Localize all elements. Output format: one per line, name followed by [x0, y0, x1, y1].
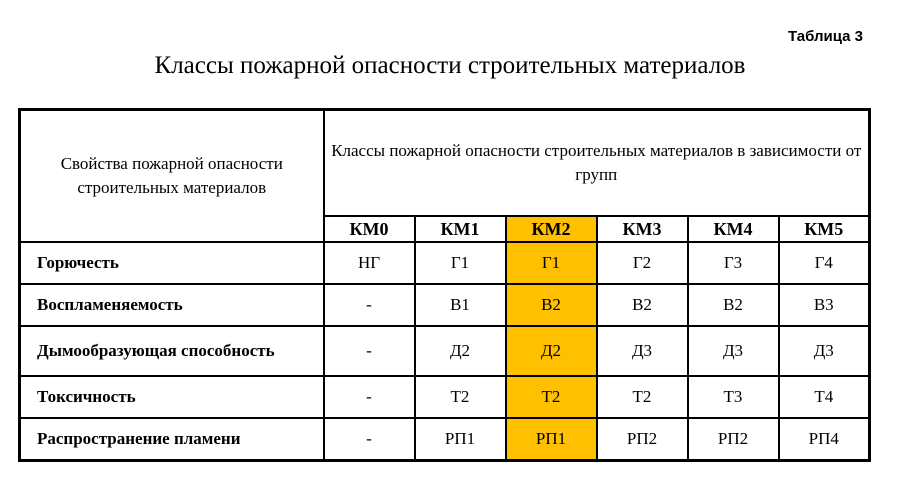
table-cell: Т2 — [415, 376, 506, 418]
table-row — [20, 376, 870, 418]
class-code-km0: КМ0 — [324, 216, 415, 242]
table-cell-highlighted: В2 — [506, 284, 597, 326]
property-name: Горючесть — [20, 242, 324, 284]
classes-header: Классы пожарной опасности строительных материалов в зависимости от групп — [324, 110, 870, 217]
table-cell: Д2 — [415, 326, 506, 376]
table-cell: В2 — [688, 284, 779, 326]
table-cell: Д3 — [779, 326, 870, 376]
table-cell: Т4 — [779, 376, 870, 418]
table-cell: РП4 — [779, 418, 870, 461]
class-code-km1: КМ1 — [415, 216, 506, 242]
table-cell: В2 — [597, 284, 688, 326]
table-cell: Г1 — [415, 242, 506, 284]
table-title: Классы пожарной опасности строительных материалов — [154, 52, 746, 79]
table-cell: - — [324, 284, 415, 326]
table-cell: В1 — [415, 284, 506, 326]
table-cell: РП2 — [597, 418, 688, 461]
table-cell: В3 — [779, 284, 870, 326]
class-code-km4: КМ4 — [688, 216, 779, 242]
table-cell: Г3 — [688, 242, 779, 284]
table-cell: - — [324, 418, 415, 461]
table-cell: - — [324, 326, 415, 376]
table-cell-highlighted: Т2 — [506, 376, 597, 418]
table-cell-highlighted: Д2 — [506, 326, 597, 376]
table-cell: - — [324, 376, 415, 418]
table-cell-highlighted: РП1 — [506, 418, 597, 461]
table-cell: РП1 — [415, 418, 506, 461]
table-cell: Г4 — [779, 242, 870, 284]
table-row — [20, 418, 870, 461]
table-cell: РП2 — [688, 418, 779, 461]
table-cell: Д3 — [597, 326, 688, 376]
class-code-km2: КМ2 — [506, 216, 597, 242]
table-row — [20, 284, 870, 326]
property-name: Токсичность — [20, 376, 324, 418]
property-name: Воспламеняемость — [20, 284, 324, 326]
table-cell-highlighted: Г1 — [506, 242, 597, 284]
class-code-km5: КМ5 — [779, 216, 870, 242]
property-name: Дымообразующая способность — [20, 326, 324, 376]
table-cell: НГ — [324, 242, 415, 284]
fire-class-table — [18, 108, 871, 462]
class-code-km3: КМ3 — [597, 216, 688, 242]
table-row — [20, 242, 870, 284]
table-cell: Т2 — [597, 376, 688, 418]
properties-header: Свойства пожарной опасности строительных материалов — [20, 110, 324, 243]
table-row — [20, 326, 870, 376]
property-name: Распространение пламени — [20, 418, 324, 461]
table-cell: Т3 — [688, 376, 779, 418]
table-number: Таблица 3 — [787, 28, 863, 45]
table-cell: Г2 — [597, 242, 688, 284]
table-cell: Д3 — [688, 326, 779, 376]
